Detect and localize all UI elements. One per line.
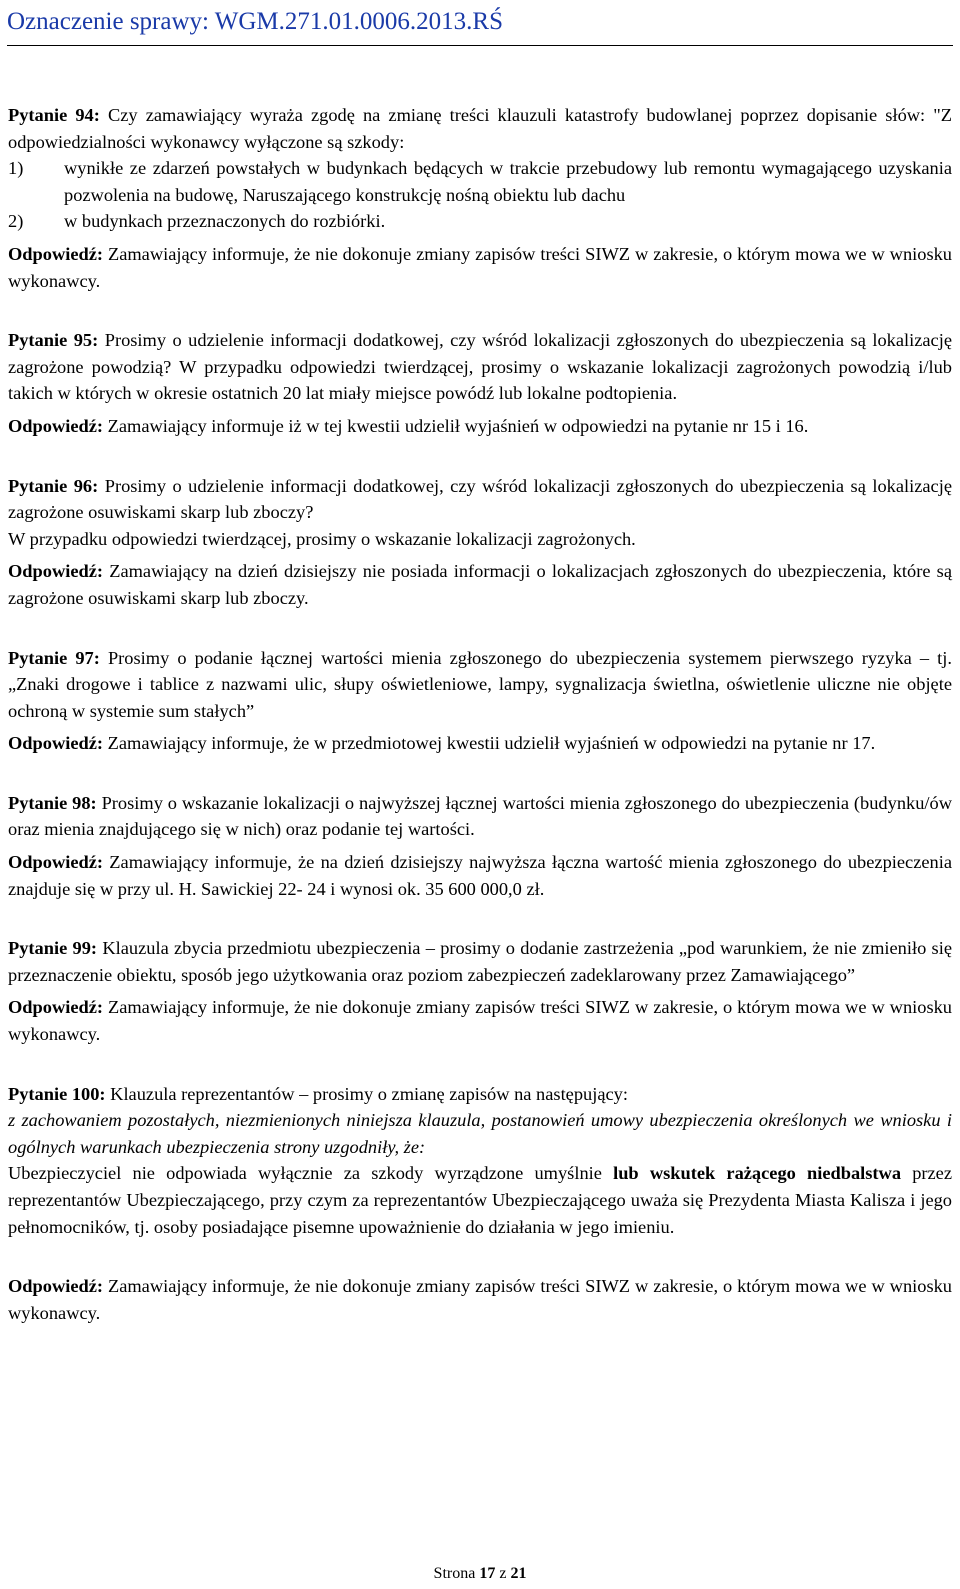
clause-text-a: Ubezpieczyciel nie odpowiada wyłącznie za szkody wyrządzone umyślnie bbox=[8, 1163, 614, 1184]
page-current: 17 bbox=[479, 1565, 496, 1582]
question-label: Pytanie 99: bbox=[8, 938, 98, 959]
answer-98 bbox=[8, 849, 952, 902]
question-96 bbox=[8, 473, 952, 526]
proposed-clause-intro: z zachowaniem pozostałych, niezmienionych niniejsza klauzula, postanowień umowy ubezpieczenia określonych we wniosku i ogólnych warunkach ubezpieczenia strony uzgodniły, że: bbox=[8, 1110, 952, 1157]
question-label: Pytanie 95: bbox=[8, 330, 99, 351]
answer-label: Odpowiedź: bbox=[8, 997, 104, 1018]
case-reference: Oznaczenie sprawy: WGM.271.01.0006.2013.RŚ bbox=[7, 8, 503, 35]
question-text: Czy zamawiający wyraża zgodę na zmianę treści klauzuli katastrofy budowlanej poprzez dopisanie słów: "Z odpowiedzialności wykonawcy wyłączone są szkody: bbox=[8, 105, 952, 152]
question-text: Prosimy o podanie łącznej wartości mienia zgłoszonego do ubezpieczenia systemem pierwszego ryzyka – tj. „Znaki drogowe i tablice z nazwami ulic, słupy oświetleniowe, lampy, sygnalizacja świetlna, oświetlenie uliczne nie objęte ochroną w systemie sum stałych” bbox=[8, 647, 952, 721]
question-text: Klauzula zbycia przedmiotu ubezpieczenia – prosimy o dodanie zastrzeżenia „pod warunkiem, że nie zmieniło się przeznaczenie obiektu, sposób jego użytkowania oraz poziom zabezpieczeń zadeklarowany przez Zamawiającego” bbox=[8, 938, 952, 985]
question-label: Pytanie 94: bbox=[8, 105, 100, 125]
question-97 bbox=[8, 645, 952, 725]
page-separator: z bbox=[499, 1565, 507, 1582]
answer-text: Zamawiający informuje, że w przedmiotowej kwestii udzielił wyjaśnień w odpowiedzi na pytanie nr 17. bbox=[103, 733, 876, 754]
answer-text: Zamawiający informuje, że nie dokonuje zmiany zapisów treści SIWZ w zakresie, o którym mowa we w wniosku wykonawcy. bbox=[8, 997, 952, 1045]
answer-text: Zamawiający informuje, że na dzień dzisiejszy najwyższa łączna wartość mienia zgłoszonego do ubezpieczenia znajduje się w przy ul. H. Sawickiej 22- 24 i wynosi ok. 35 600 000,0 zł. bbox=[8, 852, 952, 899]
page-header bbox=[7, 6, 953, 46]
answer-text: Zamawiający informuje iż w tej kwestii udzielił wyjaśnień w odpowiedzi na pytanie nr 15 i 16. bbox=[103, 415, 809, 436]
question-94 bbox=[8, 102, 952, 155]
question-text: Prosimy o wskazanie lokalizacji o najwyższej łącznej wartości mienia zgłoszonego do ubezpieczenia (budynku/ów oraz mienia znajdującego się w nich) oraz podanie tej wartości. bbox=[8, 792, 952, 840]
question-99 bbox=[8, 935, 952, 988]
list-item bbox=[8, 208, 952, 235]
answer-text: Zamawiający na dzień dzisiejszy nie posiada informacji o lokalizacjach zgłoszonych do ubezpieczenia, które są zagrożone osuwiskami skarp lub zboczy. bbox=[8, 561, 952, 608]
page-footer bbox=[0, 1564, 960, 1584]
list-item bbox=[8, 155, 952, 208]
question-95 bbox=[8, 327, 952, 407]
page-word: Strona bbox=[433, 1565, 476, 1582]
question-100 bbox=[8, 1081, 952, 1108]
question-text: Prosimy o udzielenie informacji dodatkowej, czy wśród lokalizacji zgłoszonych do ubezpieczenia są lokalizację zagrożone powodzią? W przypadku odpowiedzi twierdzącej, prosimy o wskazanie lokalizacji zagrożonych powodzią i/lub takich w których w okresie ostatnich 20 lat miały miejsce powódź lub lokalne podtopienia. bbox=[8, 330, 952, 404]
answer-label: Odpowiedź: bbox=[8, 415, 104, 436]
document-body bbox=[8, 102, 952, 1326]
answer-97 bbox=[8, 730, 952, 757]
answer-label: Odpowiedź: bbox=[8, 733, 104, 754]
page-total: 21 bbox=[510, 1565, 527, 1582]
question-96-followup: W przypadku odpowiedzi twierdzącej, prosimy o wskazanie lokalizacji zagrożonych. bbox=[8, 528, 636, 549]
question-98 bbox=[8, 790, 952, 843]
question-label: Pytanie 98: bbox=[8, 792, 97, 813]
answer-text: Zamawiający informuje, że nie dokonuje zmiany zapisów treści SIWZ w zakresie, o którym mowa we w wniosku wykonawcy. bbox=[8, 243, 952, 291]
proposed-clause-body bbox=[8, 1160, 952, 1240]
list-item-text: w budynkach przeznaczonych do rozbiórki. bbox=[64, 211, 386, 232]
answer-label: Odpowiedź: bbox=[8, 852, 104, 873]
answer-100 bbox=[8, 1273, 952, 1326]
answer-label: Odpowiedź: bbox=[8, 1276, 104, 1297]
list-item-number: 1) bbox=[8, 158, 24, 179]
answer-text: Zamawiający informuje, że nie dokonuje zmiany zapisów treści SIWZ w zakresie, o którym mowa we w wniosku wykonawcy. bbox=[8, 1276, 952, 1323]
question-text: Prosimy o udzielenie informacji dodatkowej, czy wśród lokalizacji zgłoszonych do ubezpieczenia są lokalizację zagrożone osuwiskami skarp lub zboczy? bbox=[8, 475, 952, 523]
answer-99 bbox=[8, 994, 952, 1047]
answer-label: Odpowiedź: bbox=[8, 243, 104, 264]
question-label: Pytanie 97: bbox=[8, 647, 100, 668]
clause-text-b: przez reprezentantów Ubezpieczającego, przy czym za reprezentantów Ubezpieczającego uważa się Prezydenta Miasta Kalisza i jego pełnomocników, tj. osoby posiadające pisemne upoważnienie do działania w jego imieniu. bbox=[8, 1163, 953, 1237]
question-label: Pytanie 96: bbox=[8, 475, 99, 496]
question-label: Pytanie 100: bbox=[8, 1083, 106, 1104]
clause-bold-text: lub wskutek rażącego niedbalstwa bbox=[613, 1163, 902, 1184]
answer-96 bbox=[8, 558, 952, 611]
answer-label: Odpowiedź: bbox=[8, 561, 104, 582]
list-item-text: wynikłe ze zdarzeń powstałych w budynkach będących w trakcie przebudowy lub remontu wymagającego uzyskania pozwolenia na budowę, Naruszającego konstrukcję nośną obiektu lub dachu bbox=[64, 158, 952, 205]
question-text: Klauzula reprezentantów – prosimy o zmianę zapisów na następujący: bbox=[105, 1083, 628, 1104]
answer-94 bbox=[8, 241, 952, 294]
list-item-number: 2) bbox=[8, 211, 24, 232]
answer-95 bbox=[8, 413, 952, 440]
